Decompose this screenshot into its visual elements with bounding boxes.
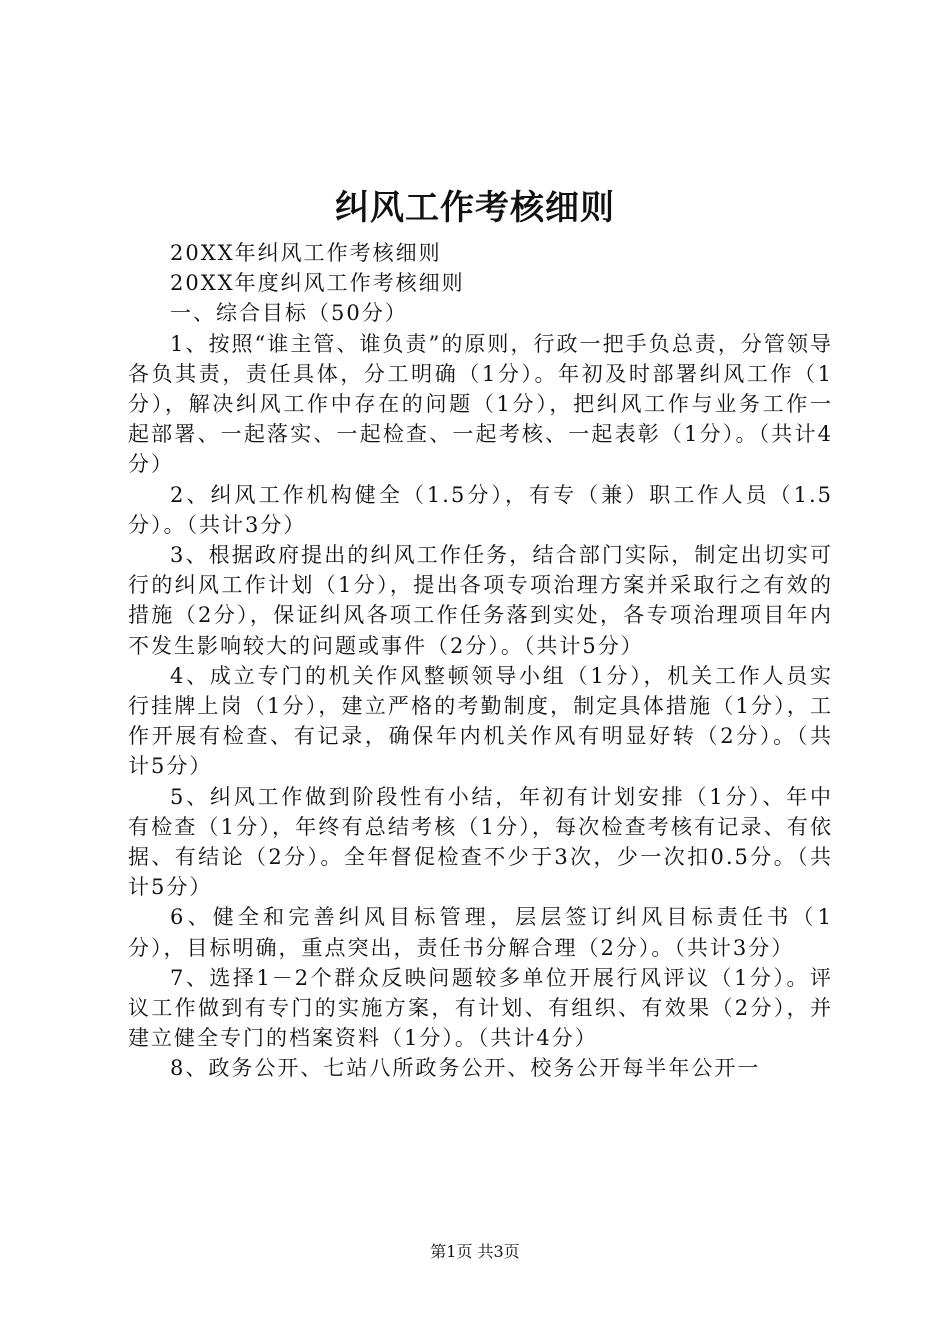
paragraph: 1、按照“谁主管、谁负责”的原则，行政一把手负总责，分管领导各负其责，责任具体，分工明确（1分）。年初及时部署纠风工作（1分），解决纠风工作中存在的问题（1分），把纠风工作与业务工作一起部署、一起落实、一起检查、一起考核、一起表彰（1分）。（共计4分） <box>128 331 833 477</box>
paragraph: 20XX年纠风工作考核细则 <box>170 241 442 265</box>
paragraph: 5、纠风工作做到阶段性有小结，年初有计划安排（1分）、年中有检查（1分），年终有总结考核（1分），每次检查考核有记录、有依据、有结论（2分）。全年督促检查不少于3次，少一次扣0.5分。（共计5分） <box>128 784 833 900</box>
paragraph: 2、纠风工作机构健全（1.5分），有专（兼）职工作人员（1.5分）。（共计3分） <box>128 482 833 537</box>
paragraph: 8、政务公开、七站八所政务公开、校务公开每半年公开一 <box>170 1056 761 1081</box>
paragraph: 7、选择1－2个群众反映问题较多单位开展行风评议（1分）。评议工作做到有专门的实施方案，有计划、有组织、有效果（2分），并建立健全专门的档案资料（1分）。（共计4分） <box>128 965 833 1051</box>
document-body <box>128 238 833 1084</box>
document-title: 纠风工作考核细则 <box>335 188 615 228</box>
paragraph: 20XX年度纠风工作考核细则 <box>170 271 465 296</box>
paragraph: 4、成立专门的机关作风整顿领导小组（1分），机关工作人员实行挂牌上岗（1分），建立严格的考勤制度，制定具体措施（1分），工作开展有检查、有记录，确保年内机关作风有明显好转（2分）。（共计5分） <box>128 663 833 779</box>
paragraph: 6、健全和完善纠风目标管理，层层签订纠风目标责任书（1分），目标明确，重点突出，责任书分解合理（2分）。（共计3分） <box>128 905 833 960</box>
paragraph: 一、综合目标（50分） <box>170 301 408 326</box>
paragraph: 3、根据政府提出的纠风工作任务，结合部门实际，制定出切实可行的纠风工作计划（1分），提出各项专项治理方案并采取行之有效的措施（2分），保证纠风各项工作任务落到实处，各专项治理项目年内不发生影响较大的问题或事件（2分）。（共计5分） <box>128 543 833 658</box>
page-footer: 第1页 共3页 <box>430 1242 520 1261</box>
